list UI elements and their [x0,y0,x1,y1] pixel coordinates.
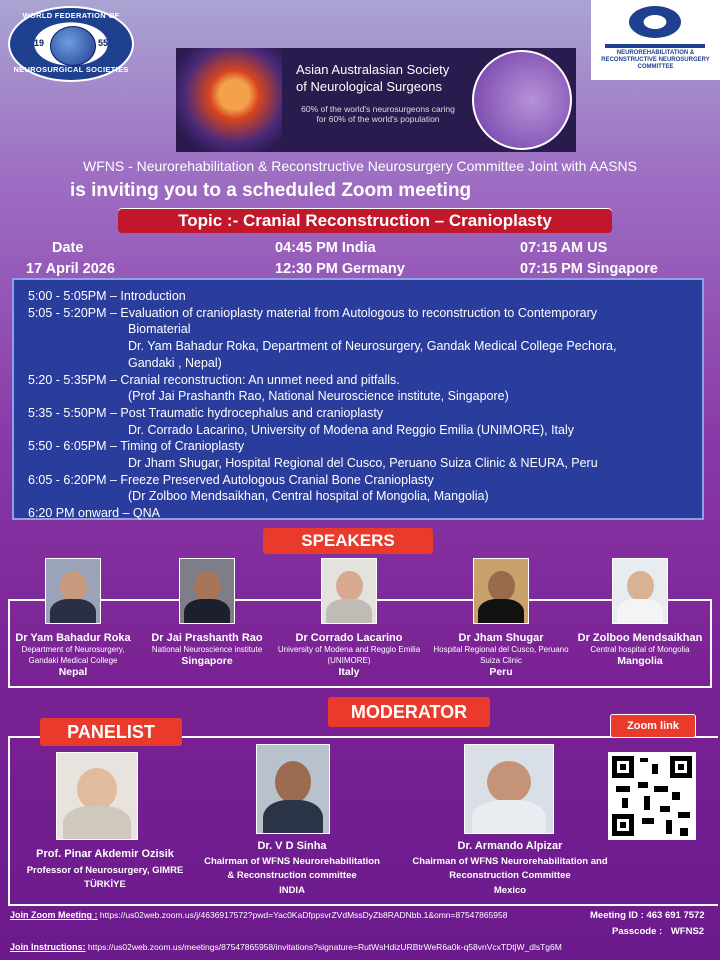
speaker-affiliation: National Neuroscience institute [151,645,263,654]
passcode-line [612,926,704,937]
schedule-row: Dr Jham Shugar, Hospital Regional del Cusco, Peruano Suiza Clinic & NEURA, Peru [128,456,598,471]
zoom-qr-code[interactable] [608,752,696,840]
time-singapore: 07:15 PM Singapore [520,261,658,277]
wfns-logo-top-text: WORLD FEDERATION OF [22,11,120,20]
speaker-photo [612,558,668,624]
aasns-title-line1: Asian Australasian Society [296,62,450,77]
committee-line: WFNS - Neurorehabilitation & Reconstructive Neurosurgery Committee Joint with AASNS [83,158,637,174]
speaker-country: Peru [489,666,513,678]
schedule-box [12,278,704,520]
panelist-role: Professor of Neurosurgery, GIMRE [26,865,184,876]
moderator-photo [256,744,330,834]
time-germany: 12:30 PM Germany [275,261,405,277]
speakers-row [0,558,720,688]
join-zoom-label: Join Zoom Meeting : [10,910,98,920]
schedule-row: 5:50 - 6:05PM – Timing of Cranioplasty [28,439,245,454]
speaker-country: Singapore [181,655,233,667]
schedule-row: 5:20 - 5:35PM – Cranial reconstruction: An unmet need and pitfalls. [28,372,400,387]
brain-image [176,48,282,152]
schedule-row: 5:35 - 5:50PM – Post Traumatic hydrocephalus and cranioplasty [28,405,384,420]
moderator-country: INDIA [279,885,305,896]
schedule-row: (Prof Jai Prashanth Rao, National Neuroscience institute, Singapore) [128,389,509,404]
aasns-banner [176,48,576,152]
wfns-year-right: 55 [98,38,109,48]
schedule-row: 6:20 PM onward – QNA [28,506,161,521]
schedule-row: 5:00 - 5:05PM – Introduction [28,289,186,303]
date-value: 17 April 2026 [26,261,115,277]
wfns-logo-bottom-text: NEUROSURGICAL SOCIETIES [13,65,129,74]
speaker-affiliation: Hospital Regional del Cusco, Peruano Suiza Clinic [433,645,569,665]
speaker-name: Dr Jai Prashanth Rao [151,632,263,644]
moderator-role: Chairman of WFNS Neurorehabilitation & Reconstruction committee [204,856,380,881]
wfns-year-left: 19 [34,38,45,48]
moderator-role: Chairman of WFNS Neurorehabilitation and Reconstruction Committee [412,856,608,881]
schedule-row: Dr. Yam Bahadur Roka, Department of Neurosurgery, Gandak Medical College Pechora, [128,339,617,354]
committee-emblem-icon [629,6,681,38]
panelist-country: TÜRKİYE [84,879,126,890]
moderator-name: Dr. V D Sinha [257,840,327,852]
speaker-country: Nepal [58,666,88,678]
speaker-country: Mangolia [617,655,663,667]
zoom-link-label[interactable]: Zoom link [610,714,696,738]
panelist-heading: PANELIST [40,718,182,746]
speaker-photo [45,558,101,624]
inviting-heading: is inviting you to a scheduled Zoom meeting [70,180,472,201]
moderator-country: Mexico [493,885,527,896]
moderator-photo [464,744,554,834]
time-india: 04:45 PM India [275,240,376,256]
panelist-name: Prof. Pinar Akdemir Ozisik [36,848,174,860]
join-zoom-url[interactable]: https://us02web.zoom.us/j/4636917572?pwd=Yac0KaDfppsvrZVdMssDyZb8RADNbb.1&omn=87547865958 [99,910,508,920]
panelist-photo [56,752,138,840]
speaker-name: Dr Yam Bahadur Roka [15,632,131,644]
committee-logo [591,0,720,80]
speaker-affiliation: Central hospital of Mongolia [590,645,690,654]
meeting-id: Meeting ID : 463 691 7572 [590,910,705,921]
join-instructions-line [10,942,562,952]
speaker-affiliation: Department of Neurosurgery, Gandaki Medical College [21,645,125,665]
join-instructions-url[interactable]: https://us02web.zoom.us/meetings/87547865958/invitations?signature=RutWsHdizURBtrWeR6a0k-q58vnVcxTDtjW_dlsTg6M [87,942,562,952]
passcode-label: Passcode : [612,926,663,937]
schedule-row: 6:05 - 6:20PM – Freeze Preserved Autologous Cranial Bone Cranioplasty [28,472,434,487]
moderator-heading: MODERATOR [328,697,490,727]
aasns-title-line2: of Neurological Surgeons [296,79,442,94]
speaker-country: Italy [338,666,360,678]
passcode-value: WFNS2 [670,926,705,937]
committee-logo-text: NEUROREHABILITATION & RECONSTRUCTIVE NEUROSURGERY COMMITTEE [601,50,710,71]
speaker-photo [179,558,235,624]
speakers-heading: SPEAKERS [263,528,433,554]
schedule-row: (Dr Zolboo Mendsaikhan, Central hospital of Mongolia, Mangolia) [128,489,489,504]
join-instructions-label: Join Instructions: [10,942,86,952]
time-us: 07:15 AM US [520,240,608,256]
speaker-name: Dr Jham Shugar [458,632,544,644]
schedule-row: Gandaki , Nepal) [128,355,222,370]
schedule-list [28,288,702,522]
schedule-row: Biomaterial [128,322,191,337]
date-label: Date [52,240,84,256]
moderator-name: Dr. Armando Alpizar [457,840,563,852]
schedule-row: Dr. Corrado Lacarino, University of Modena and Reggio Emilia (UNIMORE), Italy [128,422,575,437]
schedule-row: 5:05 - 5:20PM – Evaluation of cranioplasty material from Autologous to reconstruction to Contemporary [28,305,598,320]
speaker-name: Dr Corrado Lacarino [295,632,403,644]
speaker-photo [321,558,377,624]
globe-icon [50,26,96,66]
speaker-name: Dr Zolboo Mendsaikhan [577,632,703,644]
join-zoom-line [10,910,508,920]
speaker-affiliation: University of Modena and Reggio Emilia (UNIMORE) [277,645,421,665]
wfns-logo [8,6,134,82]
aasns-tagline: 60% of the world's neurosurgeons caring for 60% of the world's population [301,104,455,124]
speaker-photo [473,558,529,624]
world-map-icon [466,48,576,152]
topic-banner: Topic :- Cranial Reconstruction – Cranioplasty [118,208,612,233]
